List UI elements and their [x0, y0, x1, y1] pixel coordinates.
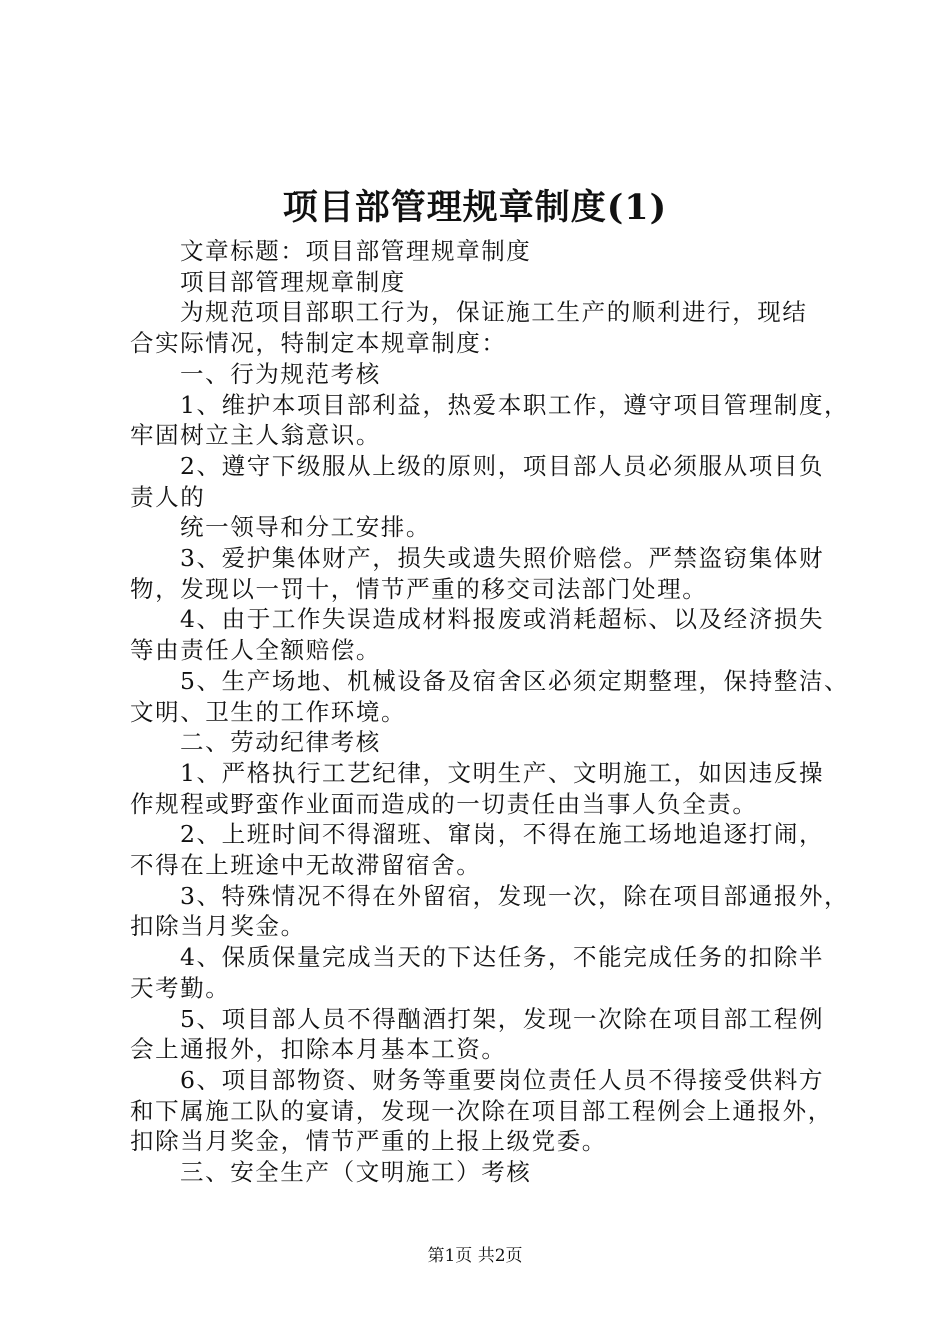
body-line: 3、特殊情况不得在外留宿，发现一次，除在项目部通报外，: [180, 881, 850, 910]
document-title: 项目部管理规章制度(1): [282, 187, 668, 228]
page-footer: 第1页 共2页: [427, 1246, 523, 1266]
body-line: 扣除当月奖金，情节严重的上报上级党委。: [130, 1127, 607, 1156]
body-line: 项目部管理规章制度: [180, 267, 406, 296]
body-line: 和下属施工队的宴请，发现一次除在项目部工程例会上通报外，: [130, 1096, 833, 1125]
body-line: 统一领导和分工安排。: [180, 513, 431, 542]
body-line: 会上通报外，扣除本月基本工资。: [130, 1035, 507, 1064]
body-line: 等由责任人全额赔偿。: [130, 636, 381, 665]
body-line: 5、生产场地、机械设备及宿舍区必须定期整理，保持整洁、: [180, 666, 850, 695]
body-line: 一、行为规范考核: [180, 359, 381, 388]
body-line: 合实际情况，特制定本规章制度：: [130, 329, 507, 358]
document-body: [130, 236, 850, 1188]
body-line: 三、安全生产（文明施工）考核: [180, 1158, 532, 1187]
body-line: 2、上班时间不得溜班、窜岗，不得在施工场地追逐打闹，: [180, 820, 825, 849]
body-line: 牢固树立主人翁意识。: [130, 421, 381, 450]
body-line: 二、劳动纪律考核: [180, 728, 381, 757]
body-line: 责人的: [130, 482, 206, 511]
body-line: 4、保质保量完成当天的下达任务，不能完成任务的扣除半: [180, 943, 825, 972]
body-line: 1、维护本项目部利益，热爱本职工作，遵守项目管理制度，: [180, 390, 850, 419]
body-line: 6、项目部物资、财务等重要岗位责任人员不得接受供料方: [180, 1065, 825, 1094]
body-line: 天考勤。: [130, 973, 231, 1002]
body-line: 作规程或野蛮作业面而造成的一切责任由当事人负全责。: [130, 789, 758, 818]
body-line: 1、严格执行工艺纪律，文明生产、文明施工，如因违反操: [180, 758, 825, 787]
body-line: 物，发现以一罚十，情节严重的移交司法部门处理。: [130, 574, 708, 603]
body-line: 为规范项目部职工行为，保证施工生产的顺利进行，现结: [180, 298, 808, 327]
body-line: 文章标题：项目部管理规章制度: [180, 237, 532, 265]
body-line: 不得在上班途中无故滞留宿舍。: [130, 851, 482, 880]
body-line: 5、项目部人员不得酗酒打架，发现一次除在项目部工程例: [180, 1004, 825, 1033]
body-line: 4、由于工作失误造成材料报废或消耗超标、以及经济损失: [180, 605, 825, 634]
body-line: 2、遵守下级服从上级的原则，项目部人员必须服从项目负: [180, 451, 825, 480]
body-line: 文明、卫生的工作环境。: [130, 697, 407, 726]
body-line: 3、爱护集体财产，损失或遗失照价赔偿。严禁盗窃集体财: [180, 544, 825, 573]
body-line: 扣除当月奖金。: [130, 912, 306, 941]
